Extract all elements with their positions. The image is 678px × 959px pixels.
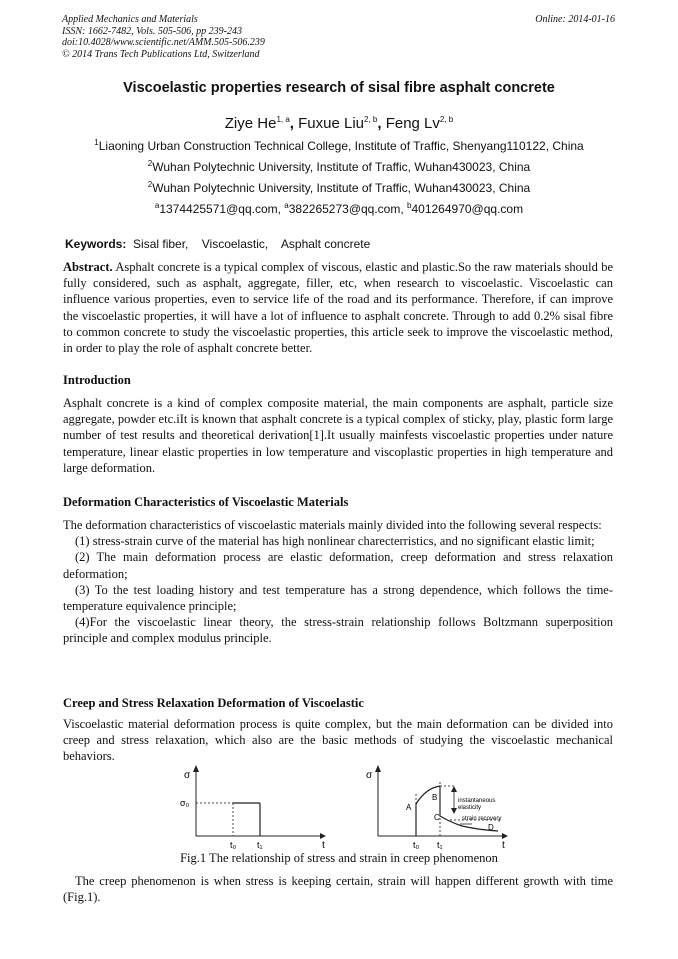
x-label: t: [502, 840, 505, 850]
t1-label: t₁: [437, 840, 443, 850]
sigma0-label: σ₀: [180, 798, 190, 808]
author-name: Feng Lv: [385, 115, 440, 132]
figure-stress-time: [180, 764, 330, 855]
x-label: t: [322, 840, 325, 850]
list-item: (4)For the viscoelastic linear theory, the stress-strain relationship follows Boltzmann superposition principle and complex modulus principle.: [63, 615, 613, 646]
point-label: C: [434, 813, 440, 822]
t0-label: t₀: [413, 840, 420, 850]
elasticity-arrow-up: [451, 786, 457, 792]
issn-line: ISSN: 1662-7482, Vols. 505-506, pp 239-243: [62, 25, 242, 37]
list-item: (2) The main deformation process are elastic deformation, creep deformation and stress relaxation deformation;: [63, 550, 613, 581]
author-list: Ziye He$^{1, a}$, Fuxue Liu$^{2, b}$, Feng Lv$^{2, b}$: [224, 115, 454, 132]
keyword: Asphalt concrete: [280, 237, 371, 251]
x-axis-arrow: [320, 833, 326, 839]
email-list: $^a$1374425571@qq.com, $^a$382265273@qq.com, $^b$401264970@qq.com: [154, 201, 524, 216]
list-item: (3) To the test loading history and test temperature has a strong dependence, which follows the time-temperature equivalence principle;: [63, 582, 613, 614]
annotation: elasticity: [458, 805, 482, 811]
abstract-label: Abstract.: [63, 260, 113, 274]
section-heading-deformation: Deformation Characteristics of Viscoelastic Materials: [63, 495, 349, 509]
doi-line: doi:10.4028/www.scientific.net/AMM.505-506.239: [62, 37, 265, 48]
creep-text: Viscoelastic material deformation process is quite complex, but the main deformation can be divided into creep and stress relaxation, which also are the basic methods of studying the viscoelastic mechanical behaviors.: [63, 717, 613, 764]
author-sup: 2, b: [439, 115, 454, 124]
author-name: Ziye He: [224, 115, 277, 132]
keyword: Sisal fiber,: [133, 237, 189, 251]
affiliation: $^2$Wuhan Polytechnic University, Institute of Traffic, Wuhan430023, China: [147, 159, 531, 174]
t0-label: t₀: [230, 840, 237, 850]
annotation: instantaneous: [458, 798, 496, 804]
closing-paragraph: The creep phenomenon is when stress is keeping certain, strain will happen different growth with time (Fig.1).: [63, 874, 613, 905]
affiliation: $^2$Wuhan Polytechnic University, Institute of Traffic, Wuhan430023, China: [147, 180, 531, 195]
author-sup: 1, a: [276, 115, 290, 124]
figure-strain-time: [360, 764, 510, 855]
email-link[interactable]: 401264970@qq.com: [411, 202, 524, 216]
copyright-line: © 2014 Trans Tech Publications Ltd, Switzerland: [62, 48, 260, 60]
x-axis-arrow: [502, 833, 508, 839]
keywords-label: Keywords:: [65, 237, 127, 251]
annotation: strain recovery: [462, 816, 502, 822]
affiliation: $^1$Liaoning Urban Construction Technical College, Institute of Traffic, Shenyang110122, China: [94, 138, 584, 153]
y-axis-arrow: [375, 765, 381, 772]
y-label: σ: [366, 770, 373, 781]
figure-caption: Fig.1 The relationship of stress and strain in creep phenomenon: [180, 851, 498, 865]
point-label: B: [432, 793, 438, 802]
keywords: [65, 237, 380, 251]
elasticity-arrow-down: [451, 808, 457, 814]
point-label: A: [406, 803, 412, 812]
email-link[interactable]: 1374425571@qq.com,: [159, 202, 281, 216]
author-sup: 2, b: [364, 115, 378, 124]
y-label: σ: [184, 770, 191, 781]
deformation-body: [63, 517, 613, 647]
list-item: (1) stress-strain curve of the material has high nonlinear charecterristics, and no significant elastic limit;: [75, 534, 595, 549]
y-axis-arrow: [193, 765, 199, 772]
paper-title: Viscoelastic properties research of sisal fibre asphalt concrete: [123, 80, 555, 96]
point-label: D: [488, 823, 494, 832]
abstract: [63, 259, 613, 356]
journal-name: Applied Mechanics and Materials: [62, 14, 198, 25]
author-name: Fuxue Liu: [298, 115, 364, 132]
journal-header: [62, 14, 265, 60]
section-heading-creep: Creep and Stress Relaxation Deformation of Viscoelastic: [63, 696, 364, 710]
section-heading-introduction: Introduction: [63, 373, 131, 387]
introduction-text: Asphalt concrete is a kind of complex composite material, the main components are asphalt, particle size aggregate, powder etc.iIt is known that asphalt concrete is a typical complex of sticky, play, plastic form large number of test results and theoretical derivation[1].It usually mainfests viscoelastic properties under nature temperature, linear elastic properties in low temperature and viscoplastic properties in high temperature and large deformation.: [63, 396, 613, 475]
t1-label: t₁: [257, 840, 263, 850]
email-link[interactable]: 382265273@qq.com,: [288, 202, 404, 216]
abstract-text: Asphalt concrete is a typical complex of viscous, elastic and plastic.So the raw materials should be fully considered, such as asphalt, aggregate, filler, etc, when research to viscoelastic. Viscoelastic can influence various properties, even to service life of the road and its performance. Therefore, if can improve the viscoelastic properties, it will have a lot of influence to asphalt concrete. Through to add 0.2% sisal fibre to common concrete to study the viscoelastic properties, this article seek to improve the viscoelastic method, in order to play the role of asphalt concrete better.: [63, 260, 613, 356]
online-date: Online: 2014-01-16: [535, 14, 615, 25]
keyword: Viscoelastic,: [201, 237, 269, 251]
deformation-intro: The deformation characteristics of viscoelastic materials mainly divided into the following several respects:: [63, 518, 602, 532]
